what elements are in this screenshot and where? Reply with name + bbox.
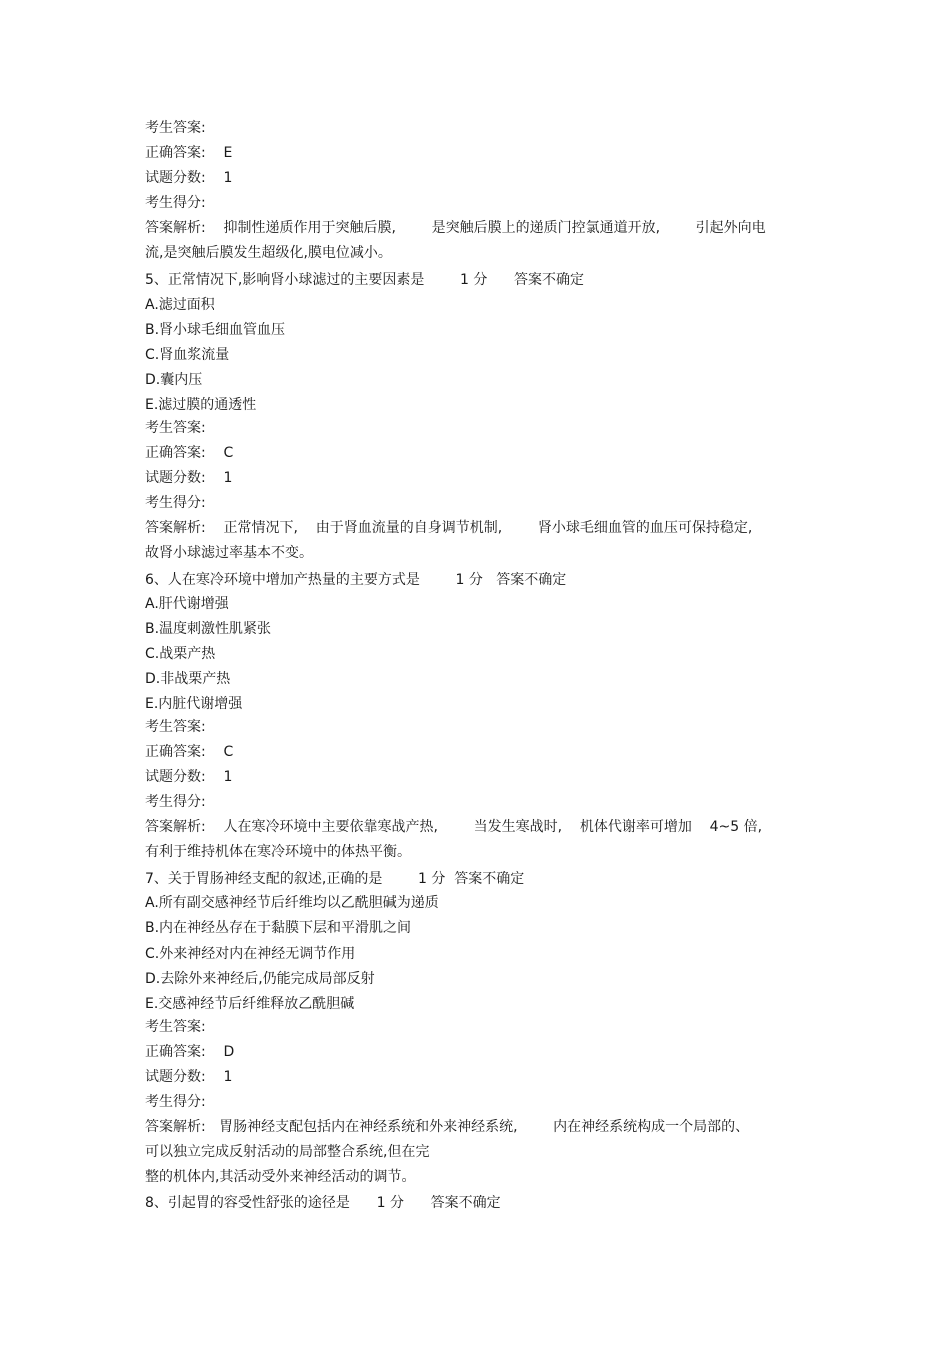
examinee-score-label: 考生得分: xyxy=(145,794,206,810)
question-score: 试题分数: 1 xyxy=(145,1069,233,1085)
examinee-score-label: 考生得分: xyxy=(145,195,206,211)
answer-analysis: 答案解析: 正常情况下, 由于肾血流量的自身调节机制, 肾小球毛细血管的血压可保持稳定, xyxy=(145,520,753,536)
examinee-answer-label: 考生答案: xyxy=(145,120,206,136)
question-stem: 8、引起胃的容受性舒张的途径是 1 分 答案不确定 xyxy=(145,1195,501,1211)
option-d: D.非战栗产热 xyxy=(145,671,231,687)
correct-answer: 正确答案: C xyxy=(145,445,234,461)
correct-answer: 正确答案: C xyxy=(145,744,234,760)
option-b: B.温度刺激性肌紧张 xyxy=(145,621,272,637)
answer-analysis-continued: 有利于维持机体在寒冷环境中的体热平衡。 xyxy=(145,844,411,860)
answer-analysis-continued: 整的机体内,其活动受外来神经活动的调节。 xyxy=(145,1169,416,1185)
option-a: A.肝代谢增强 xyxy=(145,596,229,612)
option-d: D.囊内压 xyxy=(145,372,203,388)
question-score: 试题分数: 1 xyxy=(145,769,233,785)
option-e: E.内脏代谢增强 xyxy=(145,696,243,712)
option-d: D.去除外来神经后,仍能完成局部反射 xyxy=(145,971,375,987)
question-stem: 5、正常情况下,影响肾小球滤过的主要因素是 1 分 答案不确定 xyxy=(145,272,585,288)
option-c: C.肾血浆流量 xyxy=(145,347,230,363)
question-stem: 6、人在寒冷环境中增加产热量的主要方式是 1 分 答案不确定 xyxy=(145,572,567,588)
option-e: E.滤过膜的通透性 xyxy=(145,397,257,413)
question-stem: 7、关于胃肠神经支配的叙述,正确的是 1 分 答案不确定 xyxy=(145,871,525,887)
examinee-answer-label: 考生答案: xyxy=(145,719,206,735)
question-score: 试题分数: 1 xyxy=(145,170,233,186)
answer-analysis: 答案解析: 人在寒冷环境中主要依靠寒战产热, 当发生寒战时, 机体代谢率可增加 4~5 倍, xyxy=(145,819,763,835)
option-a: A.所有副交感神经节后纤维均以乙酰胆碱为递质 xyxy=(145,895,439,911)
answer-analysis: 答案解析: 抑制性递质作用于突触后膜, 是突触后膜上的递质门控氯通道开放, 引起外向电 xyxy=(145,220,766,236)
answer-analysis: 答案解析: 胃肠神经支配包括内在神经系统和外来神经系统, 内在神经系统构成一个局部的、 xyxy=(145,1119,750,1135)
option-b: B.肾小球毛细血管血压 xyxy=(145,322,286,338)
examinee-answer-label: 考生答案: xyxy=(145,420,206,436)
answer-analysis-continued: 流,是突触后膜发生超级化,膜电位减小。 xyxy=(145,245,392,261)
examinee-score-label: 考生得分: xyxy=(145,1094,206,1110)
option-c: C.外来神经对内在神经无调节作用 xyxy=(145,946,356,962)
question-score: 试题分数: 1 xyxy=(145,470,233,486)
option-c: C.战栗产热 xyxy=(145,646,216,662)
examinee-score-label: 考生得分: xyxy=(145,495,206,511)
option-b: B.内在神经丛存在于黏膜下层和平滑肌之间 xyxy=(145,920,412,936)
examinee-answer-label: 考生答案: xyxy=(145,1019,206,1035)
option-e: E.交感神经节后纤维释放乙酰胆碱 xyxy=(145,996,355,1012)
correct-answer: 正确答案: E xyxy=(145,145,233,161)
answer-analysis-continued: 故肾小球滤过率基本不变。 xyxy=(145,545,313,561)
answer-analysis-continued: 可以独立完成反射活动的局部整合系统,但在完 xyxy=(145,1144,430,1160)
correct-answer: 正确答案: D xyxy=(145,1044,235,1060)
option-a: A.滤过面积 xyxy=(145,297,215,313)
